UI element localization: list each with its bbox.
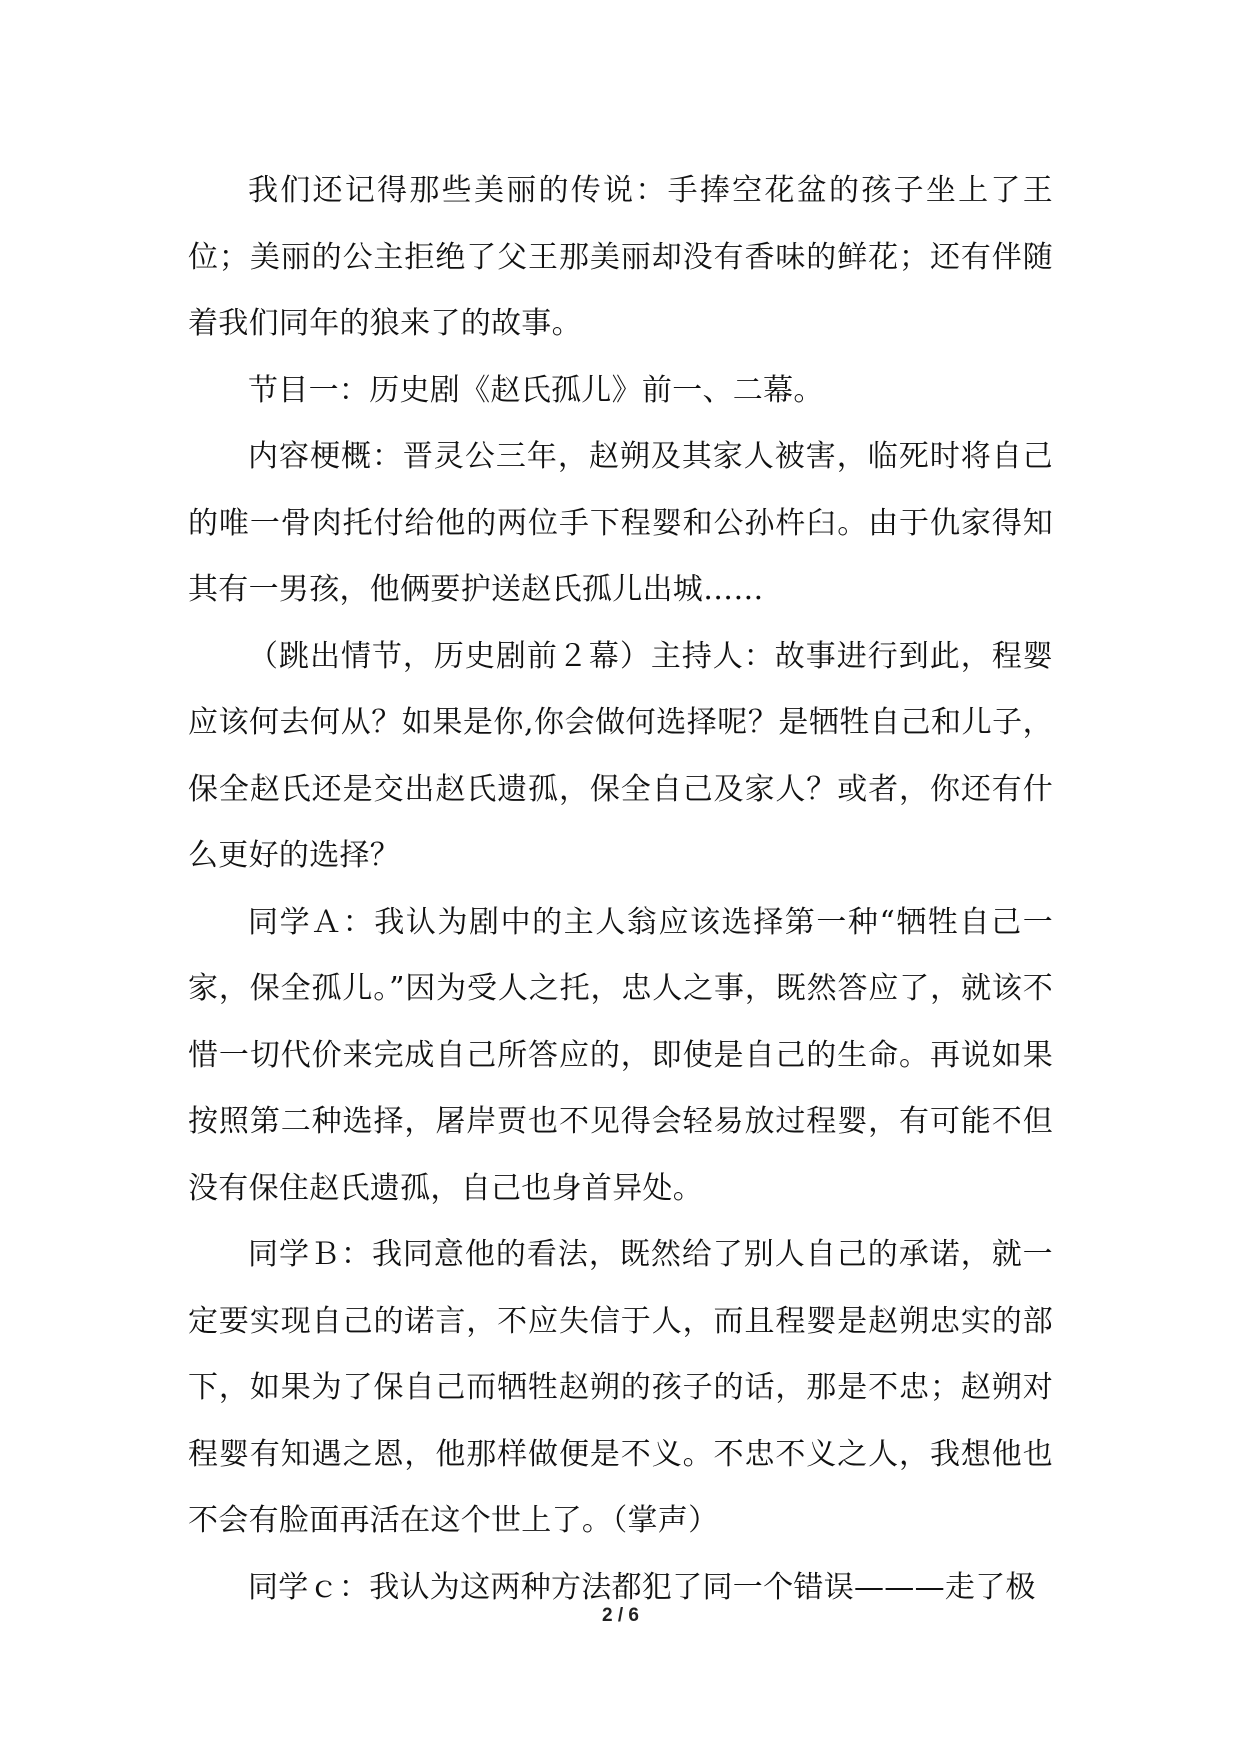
paragraph-program-one: 节目一：历史剧《赵氏孤儿》前一、二幕。 xyxy=(248,372,824,408)
paragraph-student-c: 同学ｃ：我认为这两种方法都犯了同一个错误———走了极 xyxy=(248,1569,1036,1605)
body-text xyxy=(188,158,1053,1621)
paragraph-host-question: （跳出情节，历史剧前２幕）主持人：故事进行到此，程婴应该何去何从？如果是你,你会做何选择呢？是牺牲自己和儿子，保全赵氏还是交出赵氏遗孤，保全自己及家人？或者，你还有什么更好的选择？ xyxy=(188,638,1053,873)
paragraph-synopsis: 内容梗概：晋灵公三年，赵朔及其家人被害，临死时将自己的唯一骨肉托付给他的两位手下程婴和公孙杵臼。由于仇家得知其有一男孩，他俩要护送赵氏孤儿出城…… xyxy=(188,439,1053,607)
paragraph-legends: 我们还记得那些美丽的传说：手捧空花盆的孩子坐上了王位；美丽的公主拒绝了父王那美丽却没有香味的鲜花；还有伴随着我们同年的狼来了的故事。 xyxy=(188,173,1053,341)
paragraph-student-b: 同学Ｂ：我同意他的看法，既然给了别人自己的承诺，就一定要实现自己的诺言，不应失信于人，而且程婴是赵朔忠实的部下，如果为了保自己而牺牲赵朔的孩子的话，那是不忠；赵朔对程婴有知遇之恩，他那样做便是不义。不忠不义之人，我想他也不会有脸面再活在这个世上了。（掌声） xyxy=(188,1237,1053,1538)
paragraph-student-a: 同学Ａ：我认为剧中的主人翁应该选择第一种“牺牲自己一家，保全孤儿。”因为受人之托，忠人之事，既然答应了，就该不惜一切代价来完成自己所答应的，即使是自己的生命。再说如果按照第二种选择，屠岸贾也不见得会轻易放过程婴，有可能不但没有保住赵氏遗孤，自己也身首异处。 xyxy=(188,904,1053,1206)
page-number: 2 / 6 xyxy=(602,1605,639,1626)
